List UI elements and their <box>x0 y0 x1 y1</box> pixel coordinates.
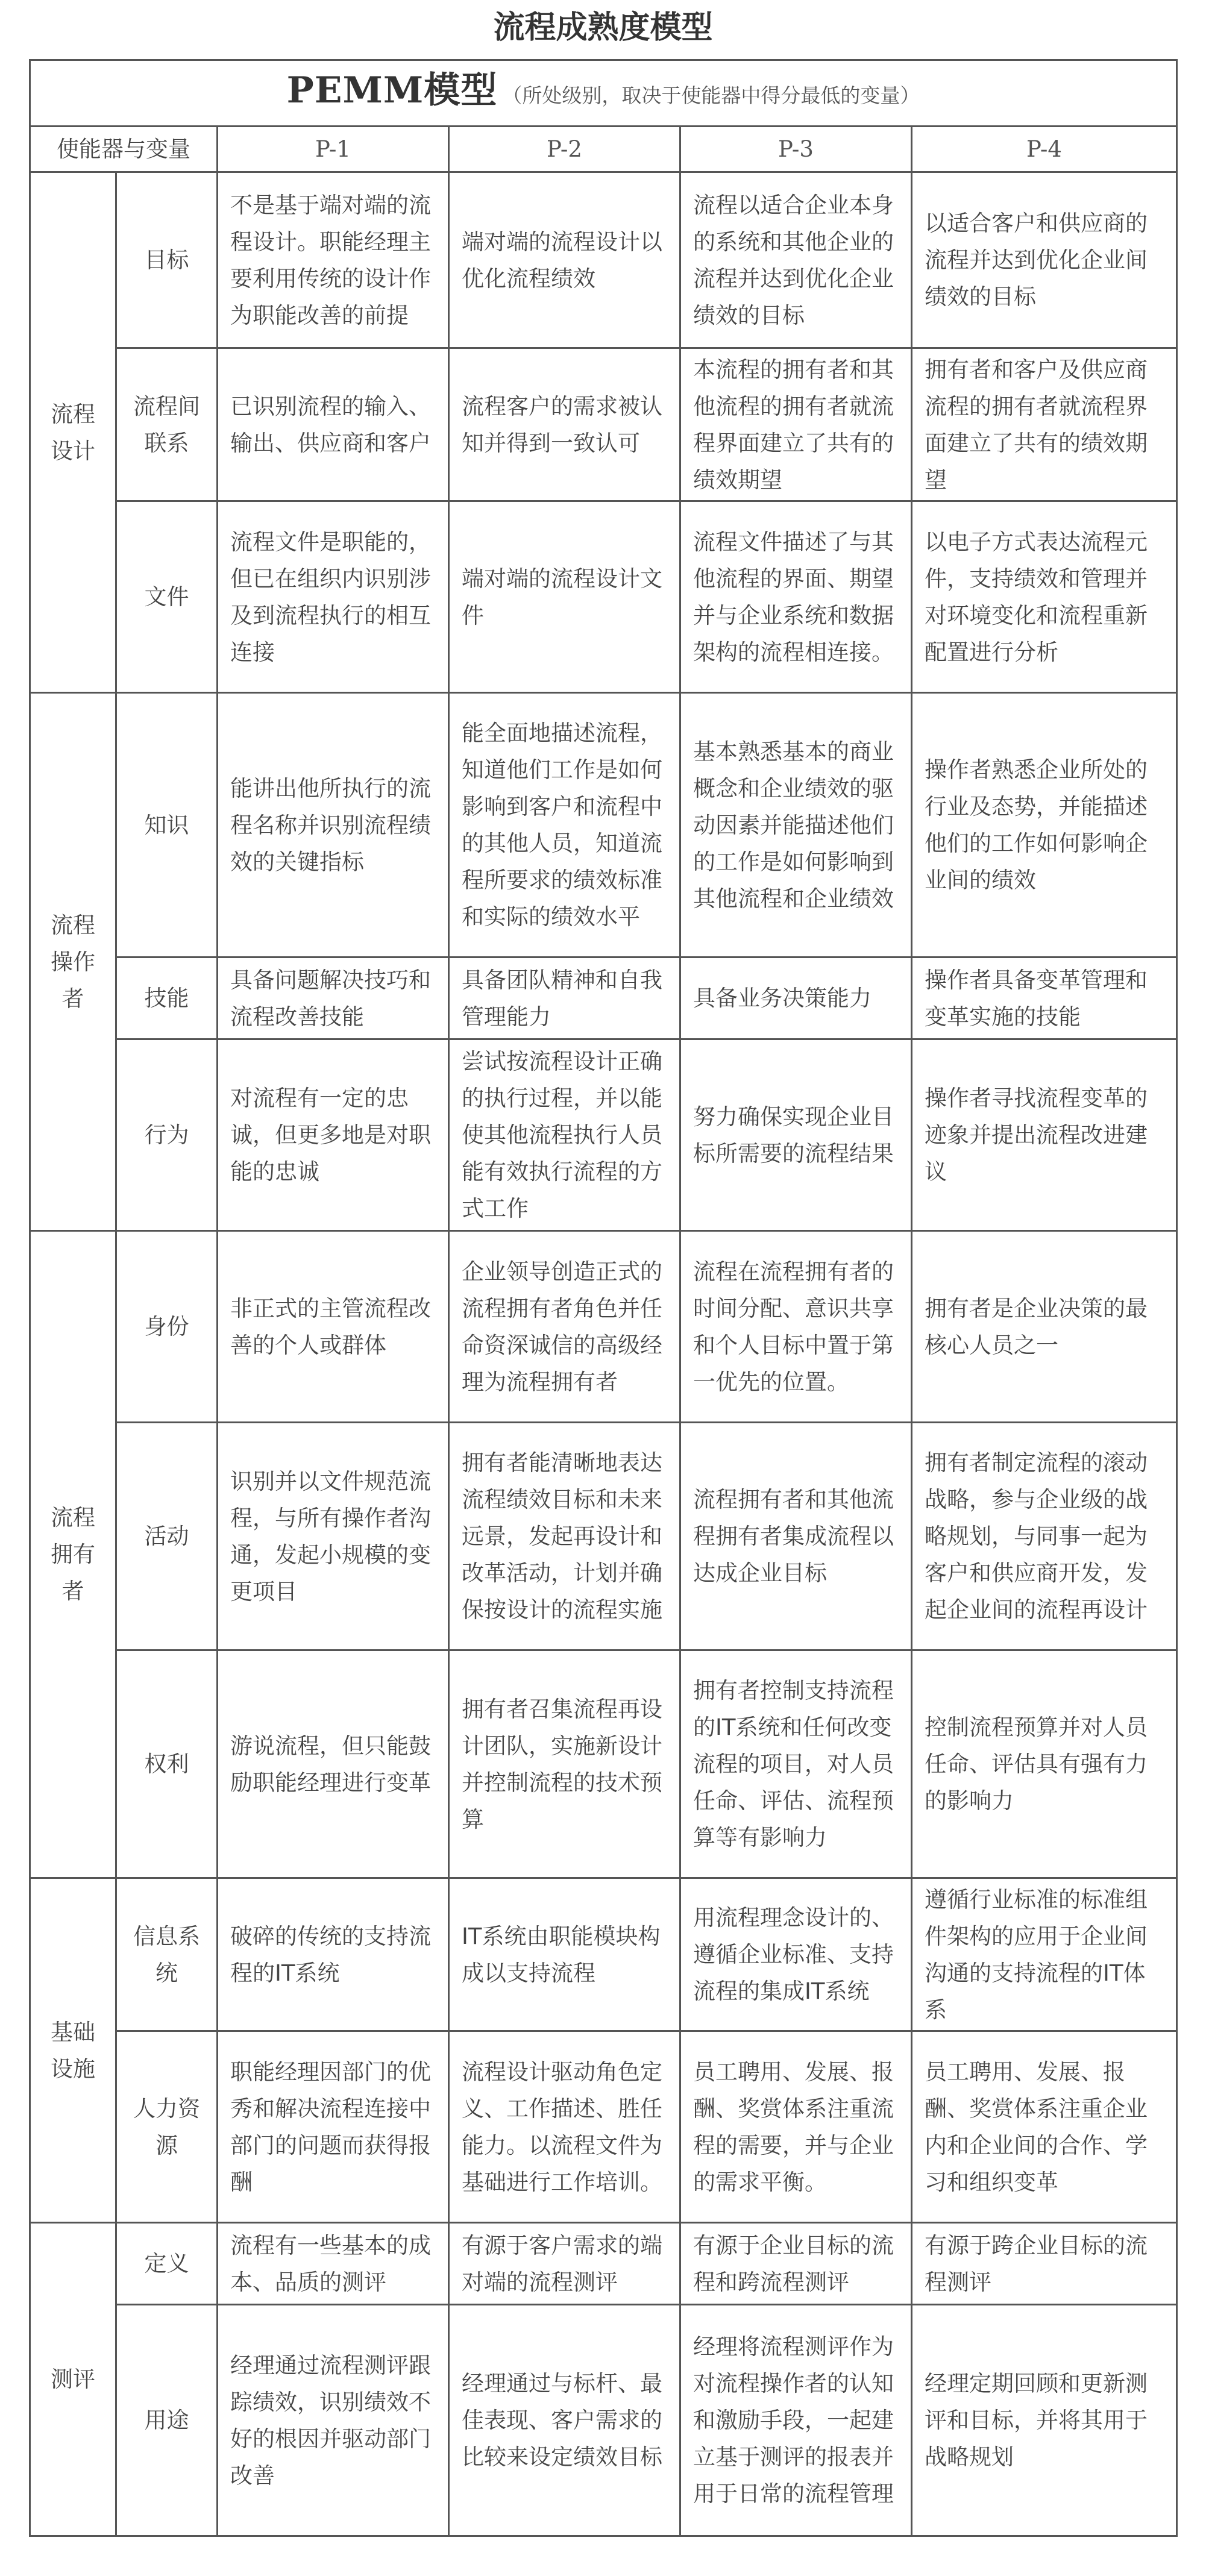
cell-p2: IT系统由职能模块构成以支持流程 <box>449 1878 680 2031</box>
cell-p2: 具备团队精神和自我管理能力 <box>449 957 680 1039</box>
cell-p2: 流程设计驱动角色定义、工作描述、胜任能力。以流程文件为基础进行工作培训。 <box>449 2031 680 2223</box>
variable-label: 活动 <box>116 1423 218 1650</box>
cell-p2: 拥有者召集流程再设计团队，实施新设计并控制流程的技术预算 <box>449 1650 680 1878</box>
variable-label: 技能 <box>116 957 218 1039</box>
model-header <box>30 60 1177 127</box>
cell-p2: 端对端的流程设计文件 <box>449 501 680 693</box>
cell-p3: 本流程的拥有者和其他流程的拥有者就流程界面建立了共有的绩效期望 <box>680 348 912 501</box>
cell-p4: 拥有者制定流程的滚动战略，参与企业级的战略规划，与同事一起为客户和供应商开发，发起企业间的流程再设计 <box>912 1423 1177 1650</box>
cell-p1: 经理通过流程测评跟踪绩效，识别绩效不好的根因并驱动部门改善 <box>218 2305 449 2536</box>
cell-p4: 遵循行业标准的标准组件架构的应用于企业间沟通的支持流程的IT体系 <box>912 1878 1177 2031</box>
table-row <box>30 1423 1177 1650</box>
table-row <box>30 1231 1177 1423</box>
cell-p4: 以适合客户和供应商的流程并达到优化企业间绩效的目标 <box>912 172 1177 348</box>
table-row <box>30 1878 1177 2031</box>
variable-label: 目标 <box>116 172 218 348</box>
cell-p4: 有源于跨企业目标的流程测评 <box>912 2223 1177 2305</box>
cell-p2: 拥有者能清晰地表达流程绩效目标和未来远景，发起再设计和改革活动，计划并确保按设计的流程实施 <box>449 1423 680 1650</box>
table-row <box>30 348 1177 501</box>
cell-p1: 对流程有一定的忠诚，但更多地是对职能的忠诚 <box>218 1039 449 1231</box>
cell-p3: 努力确保实现企业目标所需要的流程结果 <box>680 1039 912 1231</box>
cell-p4: 拥有者是企业决策的最核心人员之一 <box>912 1231 1177 1423</box>
enabler-label: 流程设计 <box>30 172 116 693</box>
level-header-p3: P-3 <box>680 127 912 172</box>
table-row <box>30 2223 1177 2305</box>
cell-p1: 流程文件是职能的，但已在组织内识别涉及到流程执行的相互连接 <box>218 501 449 693</box>
cell-p2: 能全面地描述流程，知道他们工作是如何影响到客户和流程中的其他人员，知道流程所要求的绩效标准和实际的绩效水平 <box>449 693 680 957</box>
cell-p1: 具备问题解决技巧和流程改善技能 <box>218 957 449 1039</box>
level-header-p1: P-1 <box>218 127 449 172</box>
enabler-label: 流程操作者 <box>30 693 116 1231</box>
variable-label: 用途 <box>116 2305 218 2536</box>
cell-p4: 操作者具备变革管理和变革实施的技能 <box>912 957 1177 1039</box>
column-header-row <box>30 127 1177 172</box>
cell-p3: 具备业务决策能力 <box>680 957 912 1039</box>
table-row <box>30 172 1177 348</box>
cell-p4: 以电子方式表达流程元件，支持绩效和管理并对环境变化和流程重新配置进行分析 <box>912 501 1177 693</box>
variable-label: 定义 <box>116 2223 218 2305</box>
variable-label: 信息系统 <box>116 1878 218 2031</box>
table-row <box>30 501 1177 693</box>
cell-p2: 流程客户的需求被认知并得到一致认可 <box>449 348 680 501</box>
cell-p3: 流程文件描述了与其他流程的界面、期望并与企业系统和数据架构的流程相连接。 <box>680 501 912 693</box>
cell-p3: 流程拥有者和其他流程拥有者集成流程以达成企业目标 <box>680 1423 912 1650</box>
cell-p3: 流程在流程拥有者的时间分配、意识共享和个人目标中置于第一优先的位置。 <box>680 1231 912 1423</box>
cell-p4: 控制流程预算并对人员任命、评估具有强有力的影响力 <box>912 1650 1177 1878</box>
model-note: （所处级别，取决于使能器中得分最低的变量） <box>502 84 920 107</box>
table-row <box>30 2031 1177 2223</box>
variable-label: 人力资源 <box>116 2031 218 2223</box>
variable-label: 行为 <box>116 1039 218 1231</box>
level-header-p2: P-2 <box>449 127 680 172</box>
table-row <box>30 693 1177 957</box>
table-row <box>30 957 1177 1039</box>
cell-p3: 有源于企业目标的流程和跨流程测评 <box>680 2223 912 2305</box>
cell-p1: 游说流程，但只能鼓励职能经理进行变革 <box>218 1650 449 1878</box>
cell-p4: 拥有者和客户及供应商流程的拥有者就流程界面建立了共有的绩效期望 <box>912 348 1177 501</box>
variable-label: 文件 <box>116 501 218 693</box>
model-name: PEMM模型 <box>286 69 498 111</box>
model-header-row <box>30 60 1177 127</box>
enabler-label: 流程拥有者 <box>30 1231 116 1878</box>
cell-p1: 不是基于端对端的流程设计。职能经理主要利用传统的设计作为职能改善的前提 <box>218 172 449 348</box>
cell-p1: 非正式的主管流程改善的个人或群体 <box>218 1231 449 1423</box>
cell-p2: 尝试按流程设计正确的执行过程，并以能使其他流程执行人员能有效执行流程的方式工作 <box>449 1039 680 1231</box>
cell-p4: 操作者寻找流程变革的迹象并提出流程改进建议 <box>912 1039 1177 1231</box>
table-row <box>30 1039 1177 1231</box>
cell-p4: 操作者熟悉企业所处的行业及态势，并能描述他们的工作如何影响企业间的绩效 <box>912 693 1177 957</box>
variable-label: 流程间联系 <box>116 348 218 501</box>
pemm-table <box>29 59 1178 2537</box>
cell-p3: 员工聘用、发展、报酬、奖赏体系注重流程的需要，并与企业的需求平衡。 <box>680 2031 912 2223</box>
enabler-variable-header: 使能器与变量 <box>30 127 218 172</box>
cell-p1: 职能经理因部门的优秀和解决流程连接中部门的问题而获得报酬 <box>218 2031 449 2223</box>
cell-p2: 经理通过与标杆、最佳表现、客户需求的比较来设定绩效目标 <box>449 2305 680 2536</box>
cell-p2: 端对端的流程设计以优化流程绩效 <box>449 172 680 348</box>
page-title: 流程成熟度模型 <box>493 10 713 46</box>
cell-p1: 破碎的传统的支持流程的IT系统 <box>218 1878 449 2031</box>
variable-label: 身份 <box>116 1231 218 1423</box>
table-row <box>30 1650 1177 1878</box>
cell-p1: 流程有一些基本的成本、品质的测评 <box>218 2223 449 2305</box>
variable-label: 知识 <box>116 693 218 957</box>
cell-p1: 已识别流程的输入、输出、供应商和客户 <box>218 348 449 501</box>
enabler-label: 测评 <box>30 2223 116 2536</box>
cell-p4: 经理定期回顾和更新测评和目标，并将其用于战略规划 <box>912 2305 1177 2536</box>
variable-label: 权利 <box>116 1650 218 1878</box>
cell-p3: 经理将流程测评作为对流程操作者的认知和激励手段，一起建立基于测评的报表并用于日常的流程管理 <box>680 2305 912 2536</box>
enabler-label: 基础设施 <box>30 1878 116 2223</box>
cell-p3: 基本熟悉基本的商业概念和企业绩效的驱动因素并能描述他们的工作是如何影响到其他流程和企业绩效 <box>680 693 912 957</box>
cell-p3: 拥有者控制支持流程的IT系统和任何改变流程的项目，对人员任命、评估、流程预算等有影响力 <box>680 1650 912 1878</box>
cell-p3: 用流程理念设计的、遵循企业标准、支持流程的集成IT系统 <box>680 1878 912 2031</box>
cell-p2: 企业领导创造正式的流程拥有者角色并任命资深诚信的高级经理为流程拥有者 <box>449 1231 680 1423</box>
table-row <box>30 2305 1177 2536</box>
level-header-p4: P-4 <box>912 127 1177 172</box>
cell-p3: 流程以适合企业本身的系统和其他企业的流程并达到优化企业绩效的目标 <box>680 172 912 348</box>
cell-p1: 识别并以文件规范流程，与所有操作者沟通，发起小规模的变更项目 <box>218 1423 449 1650</box>
cell-p2: 有源于客户需求的端对端的流程测评 <box>449 2223 680 2305</box>
cell-p1: 能讲出他所执行的流程名称并识别流程绩效的关键指标 <box>218 693 449 957</box>
cell-p4: 员工聘用、发展、报酬、奖赏体系注重企业内和企业间的合作、学习和组织变革 <box>912 2031 1177 2223</box>
